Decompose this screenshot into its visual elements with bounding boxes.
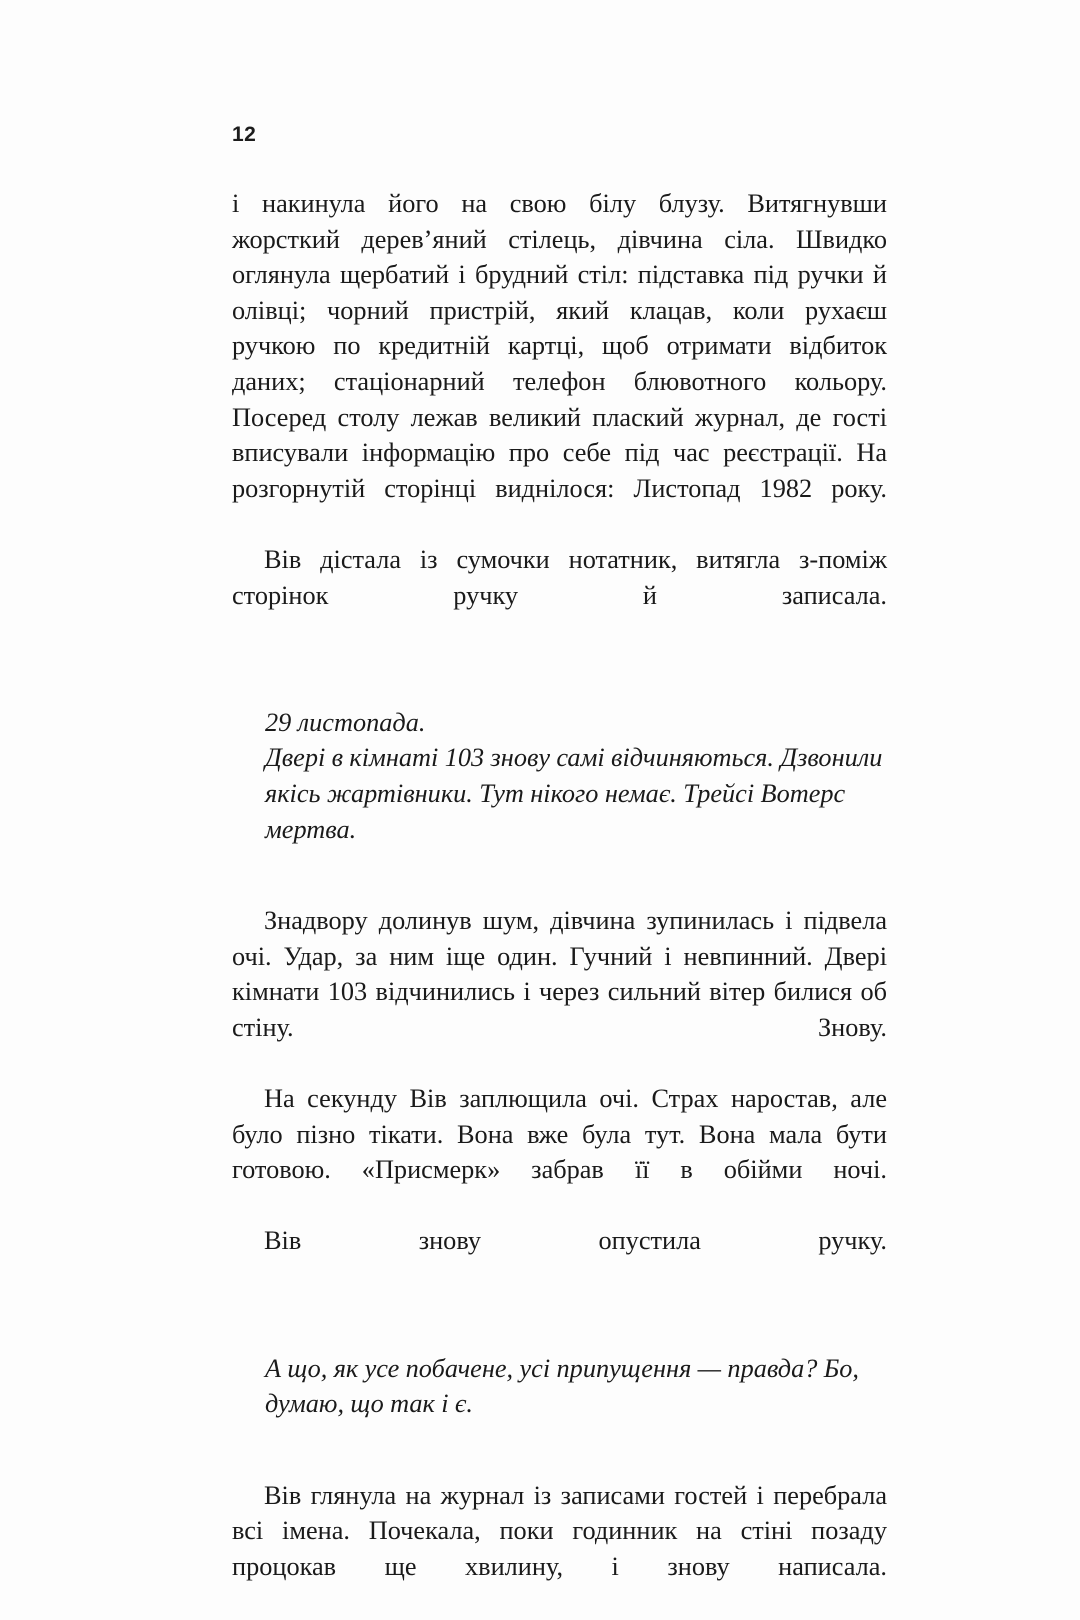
page-number: 12	[232, 123, 257, 146]
paragraph-2: Вів дістала із сумочки нотатник, витягла з-поміж сторінок ручку й записала.	[232, 544, 887, 610]
spacer-before-journal-1	[232, 649, 887, 705]
journal-entry-1-date: 29 листопада.	[265, 707, 426, 737]
paragraph-4: На секунду Вів заплющила очі. Страх наростав, але було пізно тікати. Вона вже була тут. Вона мала бути готовою. «Присмерк» забрав її в обійми ночі.	[232, 1084, 887, 1185]
spacer-after-journal-2	[232, 1422, 887, 1478]
paragraph-1: і накинула його на свою білу блузу. Витягнувши жорсткий дерев’яний стілець, дівчина сіла. Швидко оглянула щербатий і брудний стіл: підставка під ручки й олівці; чорний пристрій, який клацав, коли рухаєш ручкою по кредитній картці, щоб отримати відбиток даних; стаціонарний телефон блювотного кольору. Посеред столу лежав великий плаский журнал, де гості вписували інформацію про себе під час реєстрації. На розгорнутій сторінці виднілося: Листопад 1982 року.	[232, 189, 887, 503]
spacer-before-journal-2	[232, 1295, 887, 1351]
journal-entry-2	[265, 1351, 887, 1422]
paragraph-6: Вів глянула на журнал із записами гостей і перебрала всі імена. Почекала, поки годинник на стіні позаду процокав ще хвилину, і знову написала.	[232, 1480, 887, 1581]
journal-entry-1-body: Двері в кімнаті 103 знову самі відчиняються. Дзвонили якісь жартівники. Тут нікого немає. Трейсі Вотерс мертва.	[265, 743, 883, 844]
text-column	[232, 186, 887, 1620]
journal-entry-2-body: А що, як усе побачене, усі припущення — правда? Бо, думаю, що так і є.	[265, 1353, 859, 1419]
spacer-after-journal-1	[232, 847, 887, 903]
paragraph-3: Знадвору долинув шум, дівчина зупинилась і підвела очі. Удар, за ним іще один. Гучний і невпинний. Двері кімнати 103 відчинились і через сильний вітер билися об стіну. Знову.	[232, 906, 887, 1042]
paragraph-5: Вів знову опустила ручку.	[264, 1226, 887, 1256]
journal-entry-1	[265, 705, 887, 847]
